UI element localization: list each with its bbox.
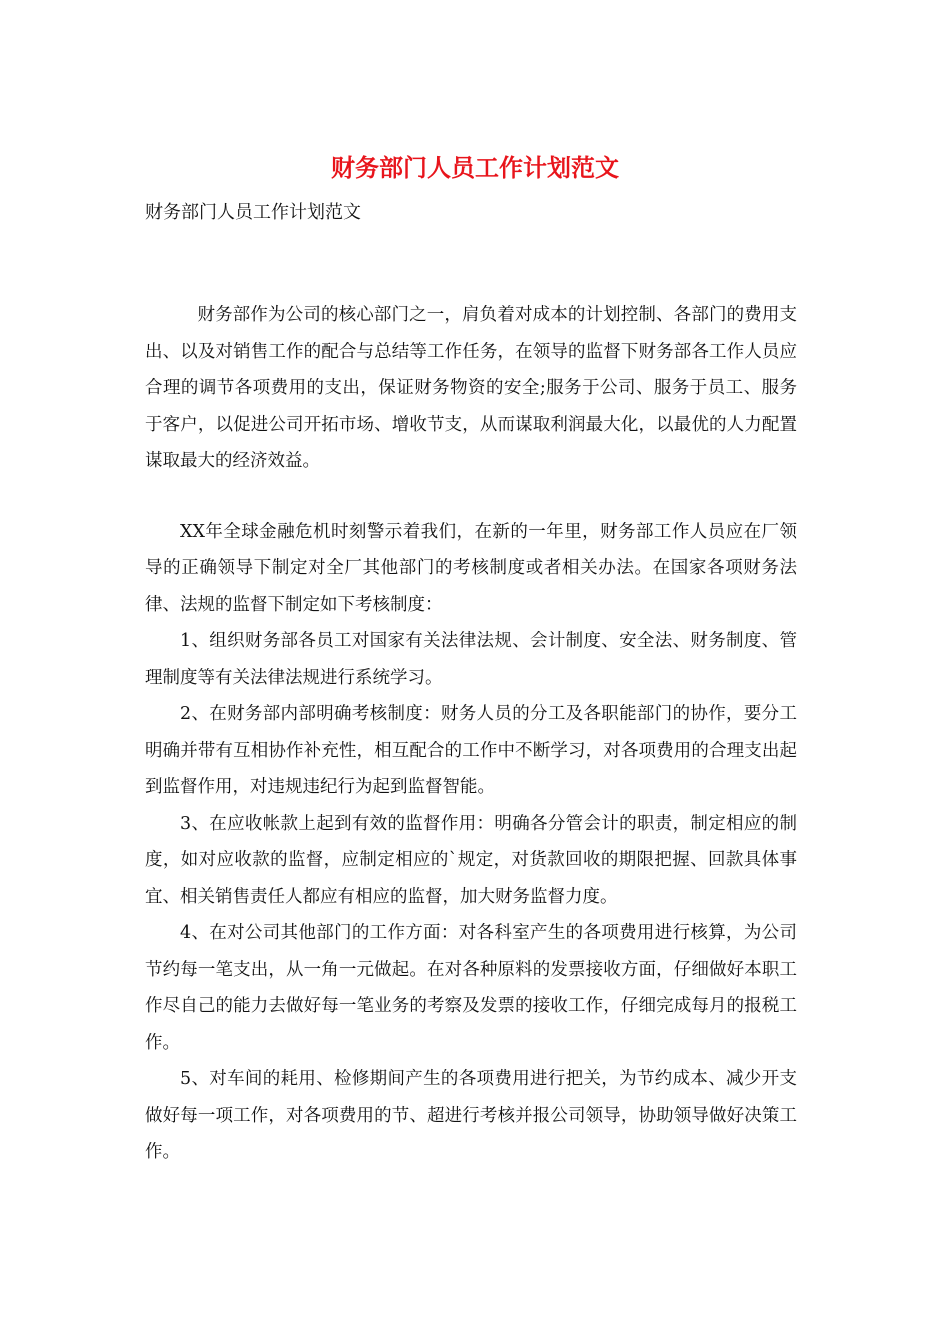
paragraph-item-5: 5、对车间的耗用、检修期间产生的各项费用进行把关，为节约成本、减少开支做好每一项工作，对各项费用的节、超进行考核并报公司领导，协助领导做好决策工作。 [145, 1069, 797, 1162]
paragraph-intro: 财务部作为公司的核心部门之一，肩负着对成本的计划控制、各部门的费用支出、以及对销售工作的配合与总结等工作任务，在领导的监督下财务部各工作人员应合理的调节各项费用的支出，保证财务物资的安全;服务于公司、服务于员工、服务于客户，以促进公司开拓市场、增收节支，从而谋取利润最大化，以最优的人力配置谋取最大的经济效益。 [145, 305, 797, 471]
paragraph-item-4: 4、在对公司其他部门的工作方面：对各科室产生的各项费用进行核算，为公司节约每一笔支出，从一角一元做起。在对各种原料的发票接收方面，仔细做好本职工作尽自己的能力去做好每一笔业务的考察及发票的接收工作，仔细完成每月的报税工作。 [145, 923, 797, 1053]
paragraph-item-1: 1、组织财务部各员工对国家有关法律法规、会计制度、安全法、财务制度、管理制度等有关法律法规进行系统学习。 [145, 631, 797, 688]
paragraph-item-3: 3、在应收帐款上起到有效的监督作用：明确各分管会计的职责，制定相应的制度，如对应收款的监督，应制定相应的`规定，对货款回收的期限把握、回款具体事宜、相关销售责任人都应有相应的监督，加大财务监督力度。 [145, 813, 797, 907]
paragraph-background: XX年全球金融危机时刻警示着我们，在新的一年里，财务部工作人员应在厂领导的正确领导下制定对全厂其他部门的考核制度或者相关办法。在国家各项财务法律、法规的监督下制定如下考核制度： [145, 521, 797, 615]
paragraph-item-2: 2、在财务部内部明确考核制度：财务人员的分工及各职能部门的协作，要分工明确并带有互相协作补充性，相互配合的工作中不断学习，对各项费用的合理支出起到监督作用，对违规违纪行为起到监督智能。 [145, 704, 797, 797]
document-subtitle: 财务部门人员工作计划范文 [145, 202, 361, 223]
document-body [145, 297, 797, 1171]
document-title: 财务部门人员工作计划范文 [331, 153, 619, 182]
